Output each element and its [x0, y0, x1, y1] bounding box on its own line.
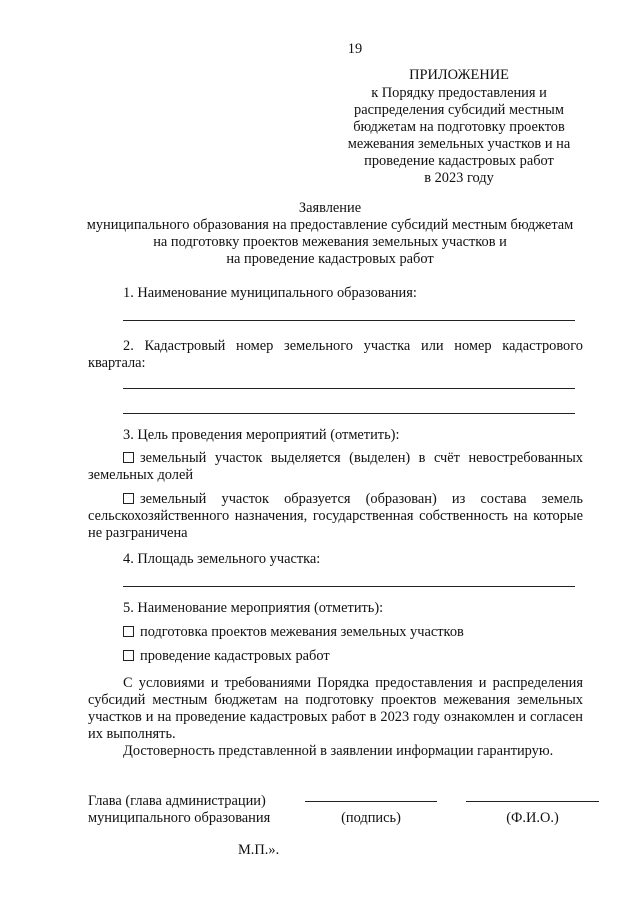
head-title: Глава (глава администрации)	[88, 793, 266, 809]
item-2-fill-line-2[interactable]	[123, 413, 575, 414]
statement-title: Заявление	[298, 200, 362, 216]
agreement-line: субсидий местным бюджетам на подготовку проектов межевания земельных	[88, 692, 583, 708]
appendix-line: в 2023 году	[424, 170, 494, 186]
appendix-line: распределения субсидий местным	[354, 102, 564, 118]
signature-label: (подпись)	[341, 810, 401, 826]
option-5b[interactable]: проведение кадастровых работ	[123, 648, 330, 665]
checkbox[interactable]	[123, 650, 134, 661]
item-4-fill-line[interactable]	[123, 586, 575, 587]
option-3b-cont: сельскохозяйственного назначения, государственная собственность на которые	[88, 508, 583, 524]
agreement-line: С условиями и требованиями Порядка предоставления и распределения	[123, 675, 583, 691]
appendix-title: ПРИЛОЖЕНИЕ	[409, 67, 509, 83]
item-1-label: 1. Наименование муниципального образования:	[123, 285, 417, 301]
appendix-line: к Порядку предоставления и	[371, 85, 547, 101]
item-3-label: 3. Цель проведения мероприятий (отметить):	[123, 427, 400, 443]
statement-subtitle-line: на подготовку проектов межевания земельных участков и	[153, 234, 507, 250]
fio-label: (Ф.И.О.)	[506, 810, 559, 826]
statement-subtitle-line: муниципального образования на предоставление субсидий местным бюджетам	[86, 217, 574, 233]
fio-line[interactable]	[466, 801, 599, 802]
checkbox[interactable]	[123, 626, 134, 637]
option-3b[interactable]: земельный участок образуется (образован) из состава земель	[123, 491, 583, 508]
appendix-header	[335, 67, 583, 187]
option-3a-cont: земельных долей	[88, 467, 194, 483]
option-3a[interactable]: земельный участок выделяется (выделен) в счёт невостребованных	[123, 450, 583, 467]
checkbox[interactable]	[123, 493, 134, 504]
signature-line[interactable]	[305, 801, 437, 802]
appendix-line: проведение кадастровых работ	[364, 153, 554, 169]
item-4-label: 4. Площадь земельного участка:	[123, 551, 321, 567]
head-title-cont: муниципального образования	[88, 810, 271, 826]
statement-title-block	[60, 200, 600, 268]
item-2-label-cont: квартала:	[88, 355, 146, 371]
appendix-line: бюджетам на подготовку проектов	[353, 119, 565, 135]
item-2-fill-line-1[interactable]	[123, 388, 575, 389]
agreement-line: их выполнять.	[88, 726, 176, 742]
checkbox[interactable]	[123, 452, 134, 463]
appendix-line: межевания земельных участков и на	[347, 136, 571, 152]
page-number: 19	[347, 41, 363, 57]
guarantee-text: Достоверность представленной в заявлении информации гарантирую.	[123, 743, 554, 759]
option-5a[interactable]: подготовка проектов межевания земельных участков	[123, 624, 464, 641]
item-2-label: 2. Кадастровый номер земельного участка или номер кадастрового	[123, 338, 583, 354]
item-1-fill-line[interactable]	[123, 320, 575, 321]
option-3b-cont-2: не разграничена	[88, 525, 188, 541]
item-5-label: 5. Наименование мероприятия (отметить):	[123, 600, 384, 616]
stamp-place: М.П.».	[238, 842, 280, 858]
statement-subtitle-line: на проведение кадастровых работ	[226, 251, 434, 267]
agreement-line: участков и на проведение кадастровых работ в 2023 году ознакомлен и согласен	[88, 709, 583, 725]
